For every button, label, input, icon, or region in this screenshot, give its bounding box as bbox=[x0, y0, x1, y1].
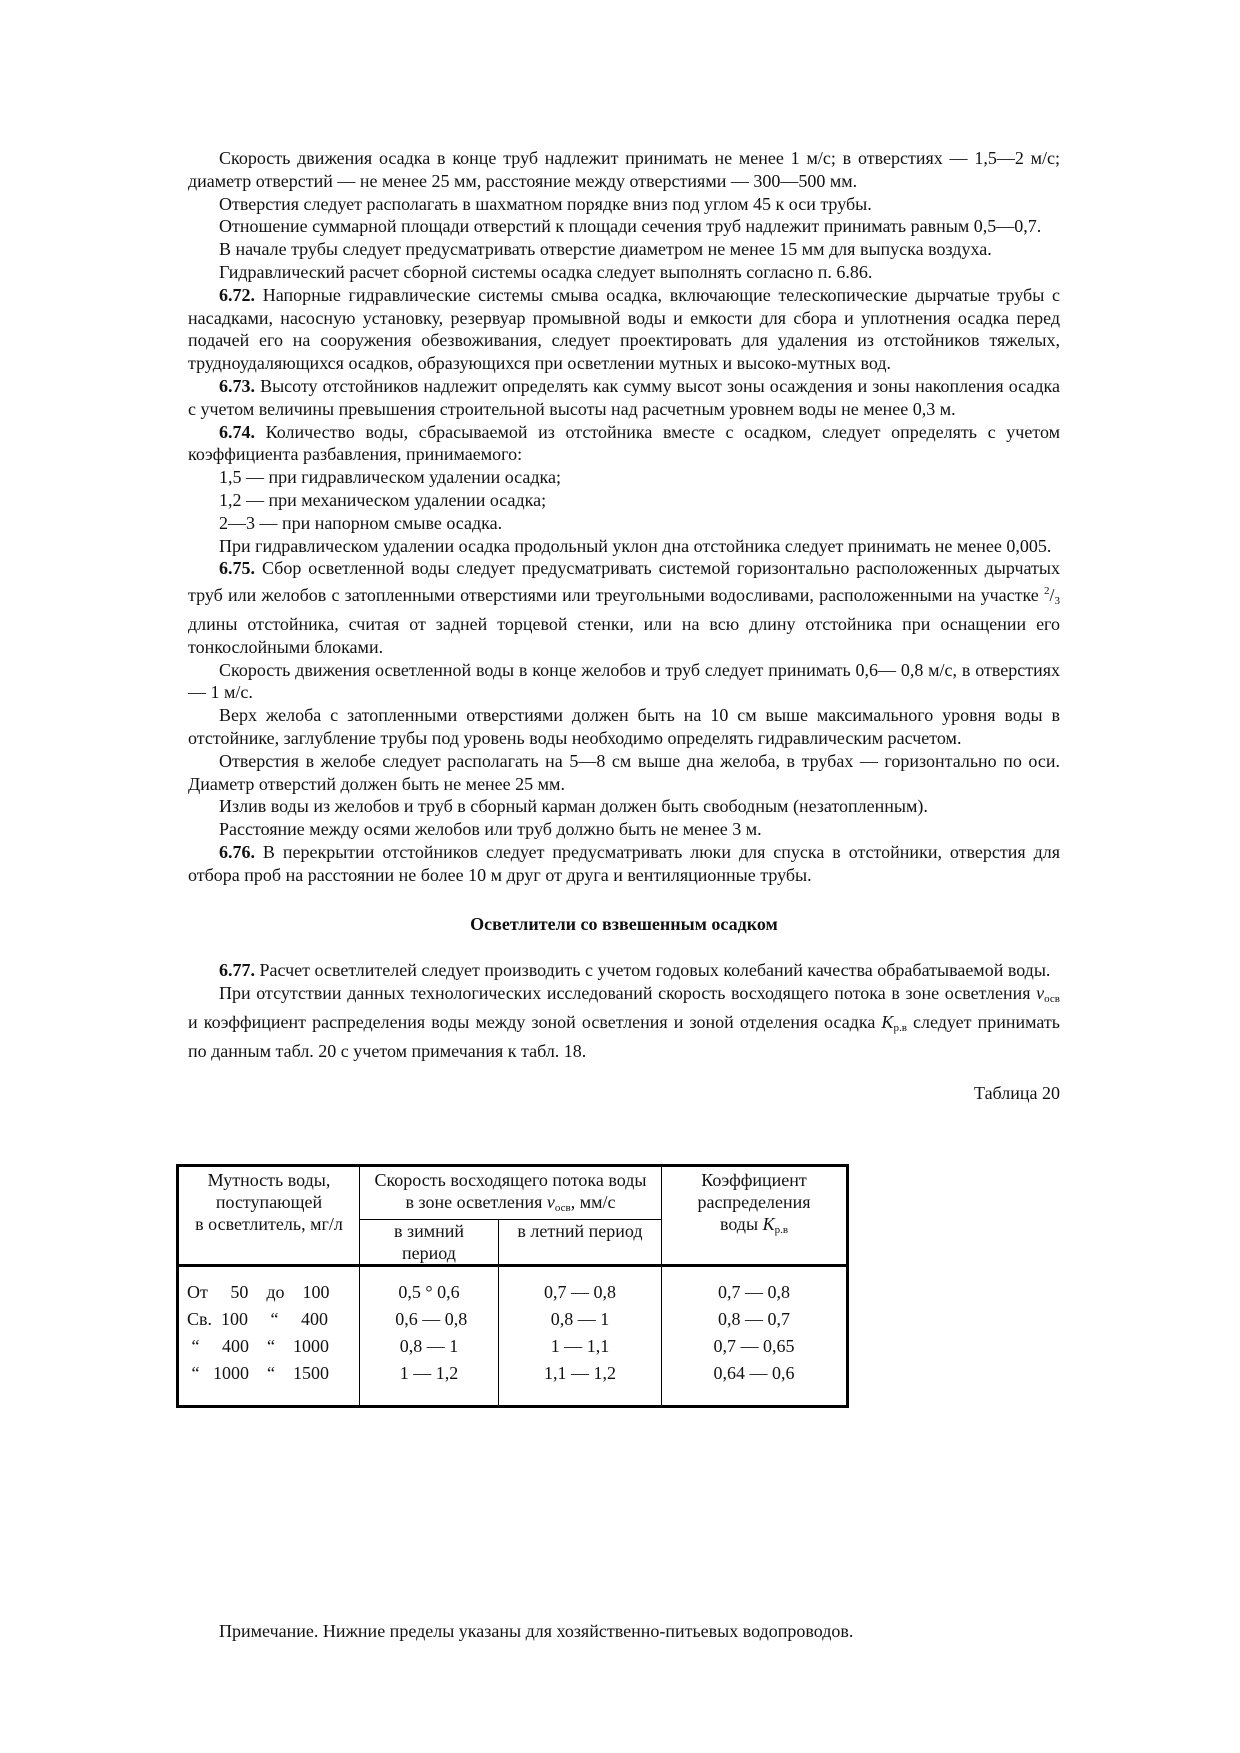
paragraph: В начале трубы следует предусматривать отверстие диаметром не менее 15 мм для выпуска воздуха. bbox=[219, 239, 992, 260]
header-velocity: Скорость восходящего потока воды в зоне осветления $v_{осв}$, мм/с bbox=[360, 1166, 662, 1220]
clause-number: 6.72. bbox=[219, 284, 255, 305]
header-summer: в летний период bbox=[499, 1220, 662, 1266]
clause-6-73: 6.73. Высоту отстойников надлежит определять как сумму высот зоны осаждения и зоны накопления осадка с учетом величины превышения строительной высоты над расчетным уровнем воды не менее 0,3 м. bbox=[188, 375, 1060, 419]
list-item: 1,2 — при механическом удалении осадка; bbox=[219, 489, 547, 510]
turbidity-cell: От 50 до 100 Св. 100 “ 400 “ 400 “ 1000 “ 1000 “ 1500 bbox=[178, 1266, 360, 1407]
paragraph: При отсутствии данных технологических исследований скорость восходящего потока в зоне осветления $v_{осв}$ и коэффициент распределения воды между зоной осветления и зоной отделения осадка $K_{р.в}$ следует принимать по данным табл. 20 с учетом примечания к табл. 18. bbox=[188, 983, 1060, 1061]
paragraph: Гидравлический расчет сборной системы осадка следует выполнять согласно п. 6.86. bbox=[219, 261, 873, 282]
clause-6-75: 6.75. Сбор осветленной воды следует предусматривать системой горизонтально расположенных дырчатых труб или желобов с затопленными отверстиями или треугольными водосливами, расположенными на участке $^2/_3$ длины отстойника, считая от задней торцевой стенки, или на всю длину отстойника при оснащении его тонкослойными блоками. bbox=[188, 558, 1060, 657]
clause-number: 6.77. bbox=[219, 960, 255, 981]
clause-number: 6.75. bbox=[219, 558, 255, 579]
header-winter: в зимний период bbox=[360, 1220, 499, 1266]
paragraph: Расстояние между осями желобов или труб должно быть не менее 3 м. bbox=[219, 819, 762, 840]
table-caption: Таблица 20 bbox=[974, 1083, 1060, 1104]
clause-number: 6.74. bbox=[219, 421, 255, 442]
paragraph: Отверстия в желобе следует располагать на 5—8 см выше дна желоба, в трубах — горизонтально по оси. Диаметр отверстий должен быть не менее 25 мм. bbox=[188, 750, 1060, 794]
clause-number: 6.76. bbox=[219, 841, 255, 862]
fraction: $^2/_3$ bbox=[1043, 585, 1060, 608]
paragraph: Отверстия следует располагать в шахматном порядке вниз под углом 45 к оси трубы. bbox=[219, 193, 872, 214]
document-body bbox=[188, 147, 1060, 1105]
header-turbidity: Мутность воды, поступающей в осветлитель, мг/л bbox=[178, 1166, 360, 1266]
table-note: Примечание. Нижние пределы указаны для хозяйственно-питьевых водопроводов. bbox=[219, 1621, 854, 1641]
clause-6-77: 6.77. Расчет осветлителей следует производить с учетом годовых колебаний качества обрабатываемой воды. bbox=[219, 960, 1051, 981]
table-header-row bbox=[178, 1166, 848, 1220]
paragraph: Излив воды из желобов и труб в сборный карман должен быть свободным (незатопленным). bbox=[219, 796, 928, 817]
list-item: 1,5 — при гидравлическом удалении осадка; bbox=[219, 467, 561, 488]
coefficient-cell: 0,7 — 0,8 0,8 — 0,7 0,7 — 0,65 0,64 — 0,6 bbox=[662, 1266, 848, 1407]
table-body-row bbox=[178, 1266, 848, 1407]
clause-6-74: 6.74. Количество воды, сбрасываемой из отстойника вместе с осадком, следует определять с учетом коэффициента разбавления, принимаемого: bbox=[188, 421, 1060, 465]
paragraph: Скорость движения осадка в конце труб надлежит принимать не менее 1 м/с; в отверстиях — 1,5—2 м/с; диаметр отверстий — не менее 25 мм, расстояние между отверстиями — 300—500 мм. bbox=[188, 148, 1060, 191]
winter-cell: 0,5 ° 0,6 0,6 — 0,8 0,8 — 1 1 — 1,2 bbox=[360, 1266, 499, 1407]
table-20 bbox=[176, 1164, 849, 1408]
clause-6-72: 6.72. Напорные гидравлические системы смыва осадка, включающие телескопические дырчатые трубы с насадками, насосную установку, резервуар промывной воды и емкости для сбора и уплотнения осадка перед подачей его на сооружения обезвоживания, следует проектировать для удаления из отстойников тяжелых, трудноудаляющихся осадков, образующихся при осветлении мутных и высоко-мутных вод. bbox=[188, 284, 1060, 374]
clause-6-76: 6.76. В перекрытии отстойников следует предусматривать люки для спуска в отстойники, отверстия для отбора проб на расстоянии не более 10 м друг от друга и вентиляционные трубы. bbox=[188, 841, 1060, 885]
list-item: 2—3 — при напорном смыве осадка. bbox=[219, 512, 503, 533]
summer-cell: 0,7 — 0,8 0,8 — 1 1 — 1,1 1,1 — 1,2 bbox=[499, 1266, 662, 1407]
paragraph: Отношение суммарной площади отверстий к площади сечения труб надлежит принимать равным 0,5—0,7. bbox=[219, 216, 1042, 237]
paragraph: Скорость движения осветленной воды в конце желобов и труб следует принимать 0,6— 0,8 м/с, в отверстиях — 1 м/с. bbox=[188, 659, 1060, 703]
paragraph: Верх желоба с затопленными отверстиями должен быть на 10 см выше максимального уровня воды в отстойнике, заглубление трубы под уровень воды необходимо определять гидравлическим расчетом. bbox=[188, 705, 1060, 748]
header-coefficient: Коэффициент распределения воды $K_{р.в}$ bbox=[662, 1166, 848, 1266]
section-heading: Осветлители со взвешенным осадком bbox=[470, 913, 778, 934]
paragraph: При гидравлическом удалении осадка продольный уклон дна отстойника следует принимать не менее 0,005. bbox=[219, 535, 1052, 556]
clause-number: 6.73. bbox=[219, 375, 255, 396]
